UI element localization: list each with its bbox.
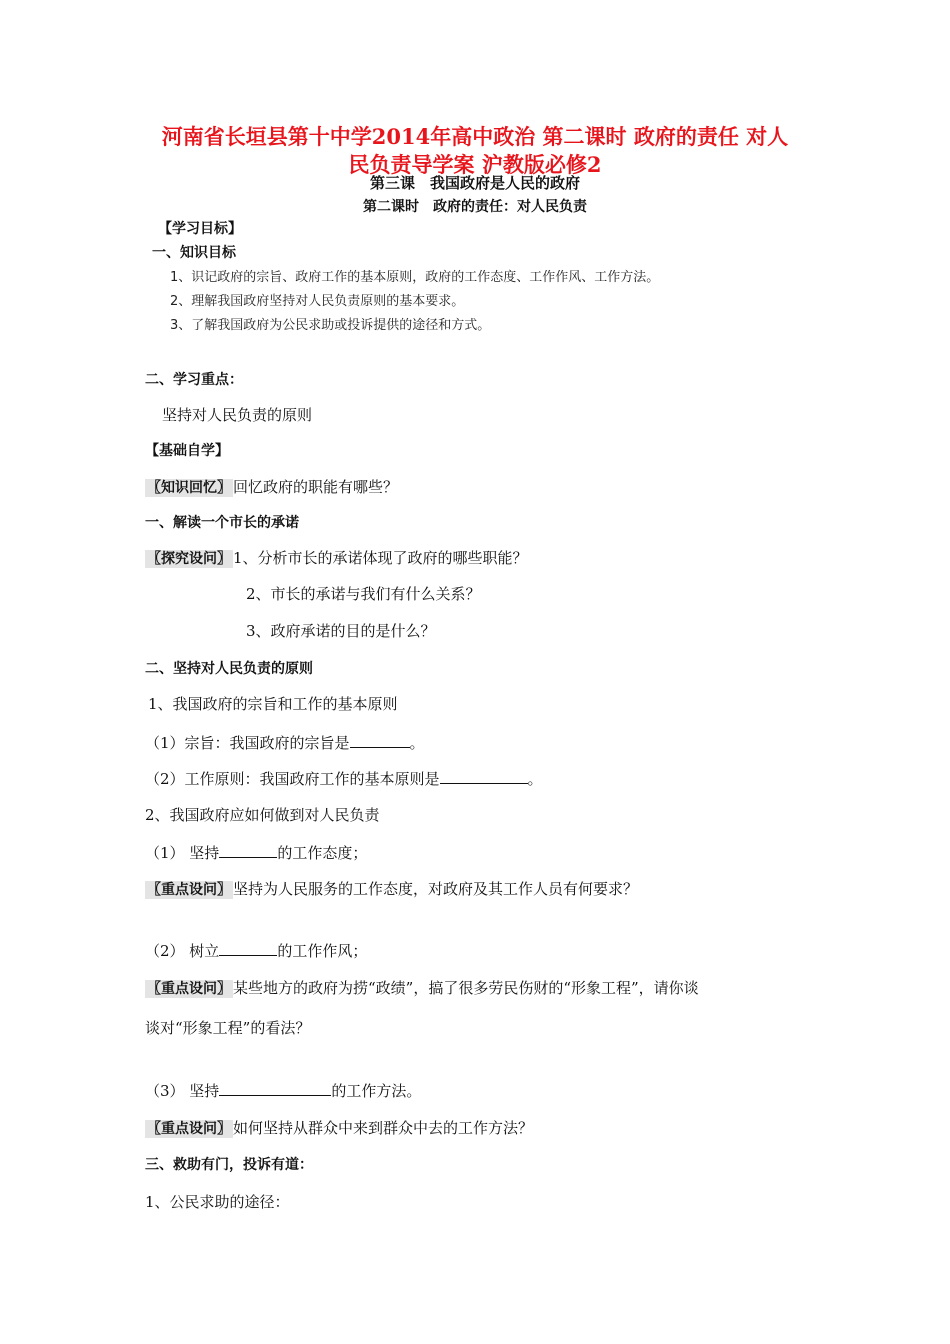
principle-end: 。	[527, 770, 543, 788]
principle-line	[145, 768, 543, 789]
key-question-b-line	[145, 977, 699, 998]
document-title-line1: 河南省长垣县第十中学2014年高中政治 第二课时 政府的责任 对人	[161, 124, 789, 149]
method-end: 的工作方法。	[331, 1082, 422, 1100]
style-blank[interactable]	[219, 941, 277, 956]
section1-header: 一、解读一个市长的承诺	[145, 515, 299, 531]
key-question-a-line	[145, 878, 638, 899]
principle-blank[interactable]	[440, 769, 528, 784]
principle-label: （2）工作原则：我国政府工作的基本原则是	[145, 770, 440, 788]
style-end: 的工作作风；	[277, 942, 368, 960]
explore-tag: 〖探究设问〗	[147, 551, 231, 567]
key-question-tag-a: 〖重点设问〗	[147, 882, 231, 898]
recall-tag: 〖知识回忆〗	[147, 480, 231, 496]
attitude-label: （1） 坚持	[145, 844, 220, 862]
key-question-a: 坚持为人民服务的工作态度，对政府及其工作人员有何要求？	[233, 880, 639, 898]
purpose-blank[interactable]	[350, 733, 410, 748]
method-label: （3） 坚持	[145, 1082, 220, 1100]
recall-line	[145, 476, 398, 497]
explore-question-1: 1、分析市长的承诺体现了政府的哪些职能？	[233, 549, 528, 567]
attitude-blank[interactable]	[219, 843, 277, 858]
explore-line	[145, 547, 528, 568]
key-question-tag-b: 〖重点设问〗	[147, 981, 231, 997]
lesson-title: 第三课 我国政府是人民的政府	[369, 174, 580, 192]
method-blank[interactable]	[219, 1081, 331, 1096]
section2-point-1: 1、我国政府的宗旨和工作的基本原则	[148, 695, 398, 713]
key-question-b-line1: 某些地方的政府为捞“政绩”，搞了很多劳民伤财的“形象工程”，请你谈	[233, 979, 699, 997]
goal-item-2: 2、理解我国政府坚持对人民负责原则的基本要求。	[170, 294, 465, 309]
section3-point-1: 1、公民求助的途径：	[145, 1193, 290, 1211]
purpose-label: （1）宗旨：我国政府的宗旨是	[145, 734, 350, 752]
focus-text: 坚持对人民负责的原则	[162, 406, 313, 424]
key-question-c-line	[145, 1117, 533, 1138]
method-line	[145, 1080, 421, 1101]
document-title-line2: 民负责导学案 沪教版必修2	[348, 152, 602, 177]
focus-header: 二、学习重点：	[145, 372, 243, 388]
section3-header: 三、救助有门，投诉有道：	[145, 1157, 313, 1173]
section2-header: 二、坚持对人民负责的原则	[145, 661, 313, 677]
purpose-end: 。	[409, 734, 425, 752]
style-label: （2） 树立	[145, 942, 220, 960]
key-question-tag-c: 〖重点设问〗	[147, 1121, 231, 1137]
style-line	[145, 940, 367, 961]
period-title: 第二课时 政府的责任：对人民负责	[363, 199, 587, 215]
knowledge-goals-header: 一、知识目标	[152, 245, 236, 261]
section2-point-2: 2、我国政府应如何做到对人民负责	[145, 806, 380, 824]
goal-item-3: 3、了解我国政府为公民求助或投诉提供的途径和方式。	[170, 318, 491, 333]
goals-header: 【学习目标】	[158, 221, 242, 237]
attitude-line	[145, 842, 367, 863]
attitude-end: 的工作态度；	[277, 844, 368, 862]
purpose-line	[145, 732, 425, 753]
explore-question-2: 2、市长的承诺与我们有什么关系？	[246, 585, 481, 603]
key-question-b-line2: 谈对“形象工程”的看法？	[145, 1019, 311, 1037]
recall-text: 回忆政府的职能有哪些？	[233, 478, 399, 496]
goal-item-1: 1、识记政府的宗旨、政府工作的基本原则，政府的工作态度、工作作风、工作方法。	[170, 270, 660, 285]
explore-question-3: 3、政府承诺的目的是什么？	[246, 622, 436, 640]
key-question-c: 如何坚持从群众中来到群众中去的工作方法？	[233, 1119, 534, 1137]
basics-header: 【基础自学】	[145, 443, 229, 459]
